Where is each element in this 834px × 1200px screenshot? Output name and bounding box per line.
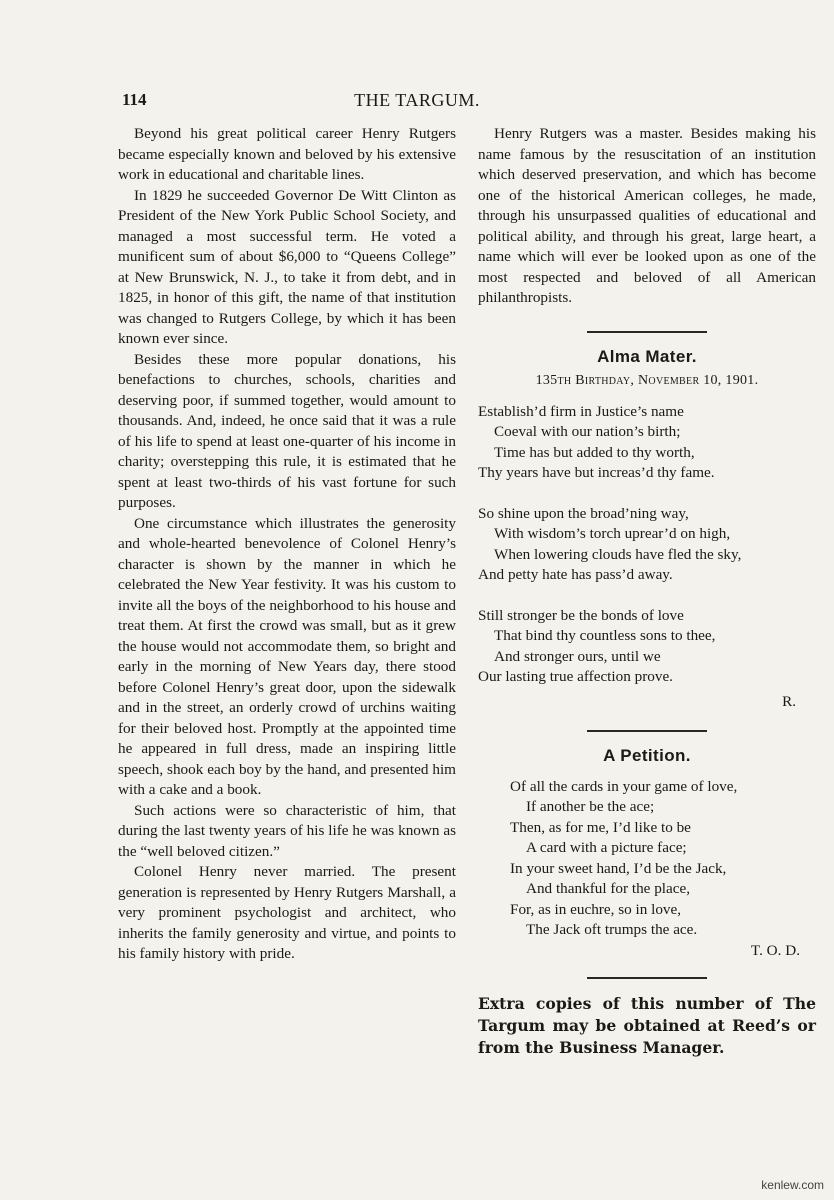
poem-line: And thankful for the place, — [526, 880, 691, 897]
stanza — [478, 504, 816, 586]
poem-title: Alma Mater. — [597, 346, 697, 366]
poem-line: And stronger ours, until we — [494, 647, 661, 665]
poem-line: That bind thy countless sons to thee, — [494, 627, 716, 644]
paragraph: Colonel Henry never married. The present generation is represented by Henry Rutgers Marshall, a very prominent psychologist and architect, who inherits the family generosity and virtue, and points to his family history with pride. — [118, 863, 456, 962]
paragraph: Besides these more popular donations, his benefactions to churches, schools, charities and deserving poor, if summed together, would amount to thousands. And, indeed, he once said that it was a rule of his life to spend at least one-quarter of his income in charity; overstepping this rule, it is estimated that he spent at least two-thirds of his vast fortune for such purposes. — [118, 350, 456, 511]
poem-line: With wisdom’s torch uprear’d on high, — [494, 525, 731, 542]
right-column — [478, 124, 816, 1059]
poem-title: A Petition. — [603, 746, 691, 765]
poem-alma-mater — [478, 347, 816, 713]
section-divider — [587, 977, 707, 979]
poem-line: Of all the cards in your game of love, — [510, 777, 738, 795]
poem-line: Time has but added to thy worth, — [494, 443, 695, 461]
poem-line: A card with a picture face; — [526, 839, 687, 856]
section-divider — [587, 331, 707, 333]
poem-line: Thy years have but increas’d thy fame. — [478, 464, 715, 481]
poem-line: Establish’d firm in Justice’s name — [478, 402, 684, 420]
poem-line: Coeval with our nation’s birth; — [494, 423, 681, 440]
poem-line: And petty hate has pass’d away. — [478, 566, 673, 583]
left-column — [118, 124, 456, 965]
poem-signature: T. O. D. — [750, 941, 800, 959]
poem-line: Still stronger be the bonds of love — [478, 606, 684, 624]
paragraph: In 1829 he succeeded Governor De Witt Clinton as President of the New York Public School Society, and managed a most successful term. He voted a munificent sum of about $6,000 to “Queens College” at New Brunswick, N. J., to take it from debt, and in 1825, in honor of this gift, the name of that institution was changed to Rutgers College, by which it has been known ever since. — [118, 186, 456, 347]
paragraph: Such actions were so characteristic of him, that during the last twenty years of his life he was known as the “well beloved citizen.” — [118, 801, 456, 860]
poem-signature: R. — [782, 692, 796, 710]
poem-line: Our lasting true affection prove. — [478, 668, 673, 685]
section-divider — [587, 730, 707, 732]
page-header-title: THE TARGUM. — [354, 90, 480, 110]
stanza — [478, 402, 816, 484]
intro-paragraph: Henry Rutgers was a master. Besides making his name famous by the resuscitation of an institution which deserved preservation, and which has become one of the historical American colleges, he made, through his unsurpassed qualities of educational and political ability, and through his great, large heart, a name which will ever be looked upon as one of the most respected and beloved of all American philanthropists. — [478, 125, 816, 306]
footer-credit: kenlew.com — [761, 1178, 824, 1192]
stanza — [478, 777, 816, 941]
paragraph: Beyond his great political career Henry Rutgers became especially known and beloved by his extensive work in educational and charitable lines. — [118, 125, 456, 183]
paragraph: One circumstance which illustrates the generosity and whole-hearted benevolence of Colonel Henry’s character is shown by the manner in which he celebrated the New Year festivity. It was his custom to invite all the boys of the neighborhood to his house and treat them. At first the crowd was small, but as it grew the house would not accommodate them, so bright and early in the morning of New Years day, there stood before Colonel Henry’s great door, upon the sidewalk and in the street, an orderly crowd of urchins waiting for their beloved host. Promptly at the appointed time he appeared in full dress, made an inspiring little speech, shook each boy by the hand, and presented him with a cake and a book. — [118, 514, 456, 798]
poem-line: When lowering clouds have fled the sky, — [494, 545, 742, 563]
poem-line: If another be the ace; — [526, 798, 655, 815]
poem-a-petition — [478, 746, 816, 961]
extra-copies-notice: Extra copies of this number of The Targum may be obtained at Reed’s or from the Business Manager. — [478, 994, 816, 1057]
page-number: 114 — [122, 90, 147, 109]
stanza — [478, 606, 816, 688]
poem-subtitle: 135th Birthday, November 10, 1901. — [535, 373, 759, 388]
poem-line: The Jack oft trumps the ace. — [526, 921, 698, 938]
poem-line: For, as in euchre, so in love, — [510, 900, 682, 918]
poem-line: In your sweet hand, I’d be the Jack, — [510, 859, 727, 877]
poem-line: So shine upon the broad’ning way, — [478, 504, 689, 522]
poem-line: Then, as for me, I’d like to be — [510, 818, 691, 836]
